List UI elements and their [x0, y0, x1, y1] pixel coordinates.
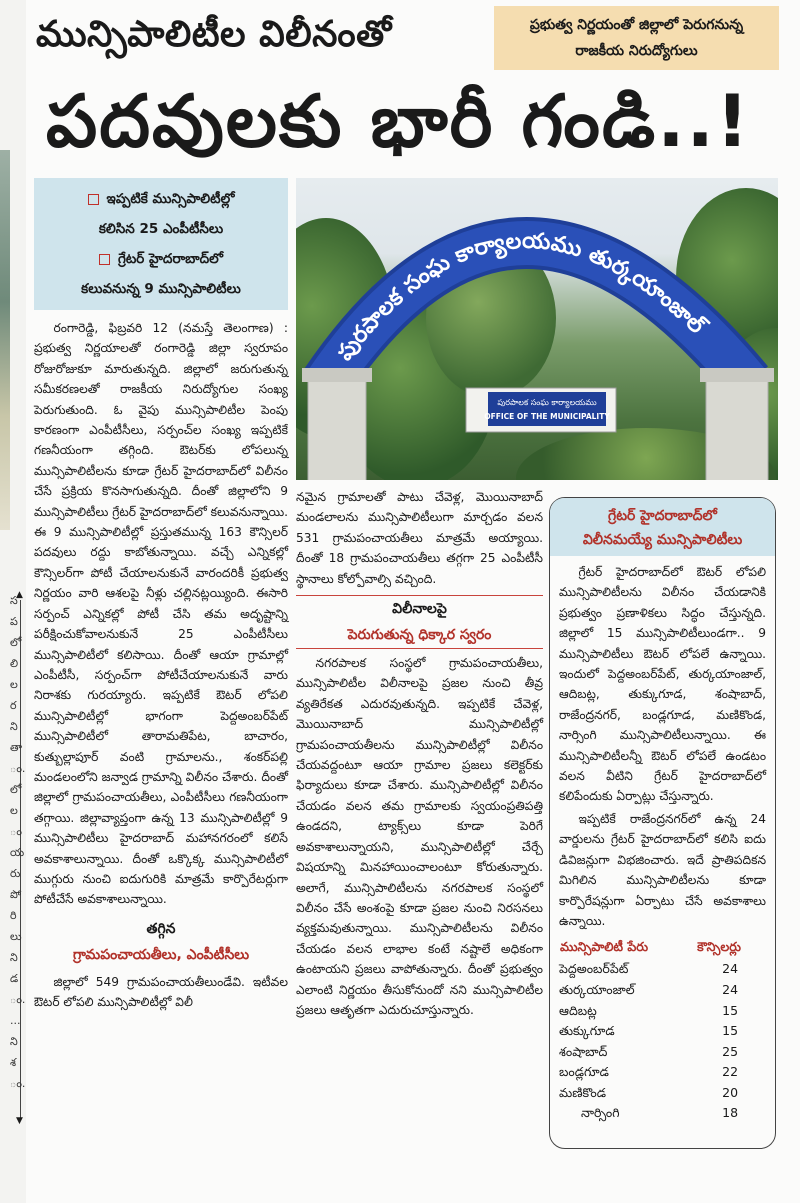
sidebar-heading-line-1: గ్రేటర్ హైదరాబాద్‌లో [608, 508, 717, 524]
arch-graphic [296, 178, 778, 480]
adjacent-text-fragment: ం. [10, 993, 26, 1006]
adjacent-text-fragment: ర [10, 699, 17, 712]
adjacent-text-fragment: రు [10, 867, 21, 880]
municipality-name: బండ్లగూడ [559, 1064, 609, 1080]
table-header-name: మున్సిపాలిటీ పేరు [560, 939, 649, 955]
municipality-office-photo [296, 178, 778, 480]
adjacent-text-fragment: ం [10, 825, 22, 838]
municipality-name: మణికొండ [559, 1084, 607, 1100]
headline-line-2: పదవులకు భారీ గండి..! [46, 79, 751, 163]
councillor-count: 22 [722, 1064, 739, 1080]
municipality-name: తుర్కయాంజాల్ [559, 981, 635, 997]
table-row [559, 959, 766, 980]
article-paragraph-1: రంగారెడ్డి, ఫిబ్రవరి 12 (నమస్తే తెలంగాణ) : ప్రభుత్వ నిర్ణయాలతో రంగారెడ్డి జిల్లా స్వరూపం రోజురోజుకూ మారుతున్నది. జిల్లాలో జరుగుతున్న సమీకరణలతో రాజకీయ నిరుద్యోగుల సంఖ్య పెరుగుతుంది. ఓ వైపు మున్సిపాలిటీల పెంపు కారణంగా ఎంపీటీసీలు, సర్పంచ్‌ల సంఖ్య ఇప్పటికే గణనీయంగా తగ్గింది. ఔటర్‌కు లోపలున్న మున్సిపాలిటీలను కూడా గ్రేటర్ హైదరాబాద్‌లో విలీనం చేసే ప్రక్రియ కొనసాగుతున్నది. దీంతో జిల్లాలోని 9 మున్సిపాలిటీలు గ్రేటర్ హైదరాబాద్‌లో కలువనున్నాయి. ఈ 9 మున్సిపాలిటీల్లో ప్రస్తుతమున్న 163 కౌన్సిలర్ పదవులు రద్దు కాబోతున్నాయి. వచ్చే ఎన్నికల్లో కౌన్సిలర్‌గా పోటీ చేయాలనుకునే వారందరికీ ప్రభుత్వ నిర్ణయం వారి ఆశలపై నీళ్లు చల్లినట్లయ్యింది. ఈసారి సర్పంచ్ ఎన్నికల్లో పోటీ చేసి తమ అదృష్టాన్ని పరీక్షించుకోవాలనుకునే 25 ఎంపీటీసీలు మున్సిపాలిటీలో కలిసాయి. దీంతో ఆయా గ్రామాల్లో ఎంపీటీసీ, సర్పంచ్‌గా పోటీచేయాలనుకునే వారు నిరాశకు గురయ్యారు. ఇప్పటికే ఔటర్ లోపలి మున్సిపాలిటీల్లో భాగంగా పెద్దఅంబర్‌పేట్ మున్సిపాలిటీలో తారామతిపేట, బాచారం, కుత్బుల్లాపూర్ వంటి గ్రామాలను., శంకర్‌పల్లి మండలంలోని జన్వాడ గ్రామాన్ని విలీనం చేశారు. దీంతో జిల్లాలో గ్రామపంచాయతీలు, ఎంపీటీసీలు గణనీయంగా తగ్గాయి. జిల్లావ్యాప్తంగా ఉన్న 13 మున్సిపాలిటీల్లో 9 మున్సిపాలిటీలు హైదరాబాద్ మహానగరంలో కలిసే అవకాశాలున్నాయి. దీంతో ఒక్కొక్క మున్సిపాలిటీలో ముగ్గురు నుంచి ఐదుగురికి మాత్రమే కార్పొరేటర్లుగా పోటీచేసే అవకాశాలున్నాయి. [34, 321, 288, 907]
adjacent-text-fragment: పో [10, 888, 22, 901]
sidebar-paragraph-2: ఇప్పటికే రాజేంద్రనగర్‌లో ఉన్న 24 వార్డులను గ్రేటర్ హైదరాబాద్‌లో కలిసి ఐదు డివిజన్లుగా విభజించారు. ఇదే ప్రాతిపదికన మిగిలిన మున్సిపాలిటీలను కూడా కార్పొరేషన్లుగా ఏర్పాటు చేసే అవకాశాలు ఉన్నాయి. [559, 811, 766, 928]
article-paragraph-2: జిల్లాలో 549 గ్రామపంచాయతీలుండేవి. ఇటీవల ఔటర్ లోపలి మున్సిపాలిటీల్లో విలీ [34, 974, 288, 1010]
councillor-count: 25 [722, 1043, 739, 1059]
adjacent-text-fragment: లో [10, 636, 22, 649]
adjacent-text-fragment: స [10, 594, 18, 607]
table-row [559, 1021, 766, 1042]
table-row [559, 1062, 766, 1083]
councillor-count: 15 [722, 1023, 739, 1039]
adjacent-text-fragment: డ [10, 972, 19, 985]
table-row [559, 1042, 766, 1063]
subhead-2-line-2: పెరుగుతున్న ధిక్కార స్వరం [347, 627, 492, 644]
article-column-1 [34, 318, 288, 1013]
bullet-2-line-2: కలువనున్న 9 మున్సిపాలిటీలు [81, 281, 241, 297]
deck-line-1: ప్రభుత్వ నిర్ణయంతో జిల్లాలో పెరుగనున్న [529, 17, 744, 33]
deck-line-2: రాజకీయ నిరుద్యోగులు [575, 43, 698, 59]
adjacent-text-fragment: ప [10, 615, 18, 628]
highlights-box [34, 178, 288, 310]
adjacent-text-fragment: తా [10, 741, 23, 754]
adjacent-text-fragment: లి [10, 657, 19, 670]
municipality-name: నార్సింగి [581, 1105, 620, 1121]
adjacent-text-fragment: శ [10, 1056, 17, 1069]
deck-box [494, 6, 779, 70]
board-telugu-text: పురపాలక సంఘ కార్యాలయము [497, 398, 597, 407]
table-row [559, 980, 766, 1001]
councillors-table [559, 935, 766, 1124]
adjacent-photo-strip [0, 150, 10, 530]
subhead-2-block [296, 595, 543, 649]
adjacent-column-edge [0, 0, 26, 1203]
arrow-down-icon: ▼ [16, 1116, 23, 1126]
sidebar-box [549, 497, 776, 1149]
adjacent-text-fragment: ం. [10, 1077, 26, 1090]
table-header-count: కౌన్సిలర్లు [697, 939, 741, 955]
sidebar-paragraph-1: గ్రేటర్ హైదరాబాద్‌లో ఔటర్ లోపలి మున్సిపాలిటీలను విలీనం చేయడానికి ప్రభుత్వం ప్రణాళికలు సిద్ధం చేస్తున్నది. జిల్లాలో 15 మున్సిపాలిటీలుండగా.. 9 మున్సిపాలిటీలు ఔటర్ లోపలే ఉన్నాయి. ఇందులో పెద్దఅంబర్‌పేట్, తుర్కయాంజాల్, ఆదిబట్ల, తుక్కుగూడ, శంషాబాద్, రాజేంద్రనగర్, బండ్లగూడ, మణికొండ, నార్సింగి మున్సిపాలిటీలున్నాయి. ఈ మున్సిపాలిటీలన్నీ ఔటర్ లోపలే ఉండటం వలన వీటిని గ్రేటర్ హైదరాబాద్‌లో కలిపేందుకు ఏర్పాట్లు చేస్తున్నారు. [559, 565, 766, 804]
svg-text:పురపాలక సంఘ కార్యాలయము తుర్కయా [332, 228, 711, 365]
municipality-name: తుక్కుగూడ [559, 1023, 615, 1039]
table-row [559, 1103, 766, 1124]
bullet-2-line-1: గ్రేటర్ హైదరాబాద్‌లో [34, 244, 288, 274]
arrow-up-icon: ▲ [16, 590, 23, 600]
adjacent-text-fragment: ం. [10, 762, 26, 775]
adjacent-text-fragment: ని [10, 720, 18, 733]
adjacent-text-fragment: లు [10, 930, 22, 943]
sidebar-heading [550, 498, 775, 556]
adjacent-text-fragment: లో [10, 783, 22, 796]
subhead-2-line-1: విలీనాలపై [392, 601, 447, 618]
arch-text: పురపాలక సంఘ కార్యాలయము తుర్కయాంజాల్ [332, 228, 710, 366]
article-paragraph-4: నగరపాలక సంస్థలో గ్రామపంచాయతీలు, మున్సిపాలిటీల విలీనాలపై ప్రజల నుంచి తీవ్ర వ్యతిరేకత ఎదురవుతున్నది. ఇప్పటికే చేవెళ్ల, మొయినాబాద్ మున్సిపాలిటీల్లో గ్రామపంచాయతీలను మున్సిపాలిటీల్లో విలీనం చేయవద్దంటూ ఆయా గ్రామాల ప్రజలు కలెక్టర్‌కు ఫిర్యాదులు కూడా చేశారు. మున్సిపాలిటీల్లో విలీనం చేయడం వలన తమ గ్రామాలకు స్వయంప్రతిపత్తి ఉండదని, ట్యాక్స్‌లు కూడా పెరిగే అవకాశాలున్నాయని, మున్సిపాలిటీల్లో చేర్చే విషయాన్ని మినహాయించాలంటూ కోరుతున్నారు. అలాగే, మున్సిపాలిటీలను నగరపాలక సంస్థలో విలీనం చేసే అంశంపై కూడా ప్రజల నుంచి నిరసనలు వ్యక్తమవుతున్నాయి. మున్సిపాలిటీలను విలీనం చేయడం వలన లాభాల కంటే నష్టాలే అధికంగా ఉంటాయని ప్రజలు వాపోతున్నారు. దీంతో ప్రభుత్వం ఎలాంటి నిర్ణయం తీసుకోనుందో నని మున్సిపాలిటీల ప్రజలు ఆతృతగా ఎదురుచూస్తున్నారు. [296, 656, 543, 1017]
adjacent-text-fragment: య [10, 846, 25, 859]
headline-line-1: మున్సిపాలిటీల విలీనంతో [36, 14, 392, 55]
table-row [559, 1001, 766, 1022]
adjacent-text-fragment: ... [10, 1014, 21, 1027]
adjacent-text-fragment: ని [10, 1035, 18, 1048]
subhead-1-line-1: తగ్గిన [146, 920, 176, 937]
sidebar-heading-line-2: విలీనమయ్యే మున్సిపాలిటీలు [582, 532, 743, 548]
councillor-count: 24 [722, 961, 739, 977]
table-header-row [559, 935, 766, 959]
adjacent-text-fragment: ల [10, 804, 18, 817]
municipality-name: శంషాబాద్ [559, 1043, 608, 1059]
article-column-2 [296, 487, 543, 1020]
adjacent-text-fragment: రి [10, 909, 17, 922]
square-bullet-icon [88, 194, 99, 205]
municipality-name: ఆదిబట్ల [559, 1002, 597, 1018]
bullet-1-line-2: కలిసిన 25 ఎంపీటీసీలు [98, 221, 224, 237]
councillor-count: 24 [722, 981, 739, 997]
adjacent-text-fragment: ల [10, 678, 18, 691]
councillor-count: 15 [722, 1002, 739, 1018]
article-paragraph-3: నమైన గ్రామాలతో పాటు చేవెళ్ల, మొయినాబాద్ మండలాలను మున్సిపాలిటీలుగా మార్చడం వలన 531 గ్రామపంచాయతీలు మాత్రమే అయ్యాయి. దీంతో 18 గ్రామపంచాయతీలు తగ్గగా 25 ఎంపీటీసీ స్థానాలు కోల్పోవాల్సి వచ్చింది. [296, 490, 543, 586]
councillor-count: 18 [722, 1105, 739, 1121]
board-english-text: OFFICE OF THE MUNICIPALITY [484, 412, 610, 421]
table-row [559, 1083, 766, 1104]
bullet-1-line-1: ఇప్పటికే మున్సిపాలిటీల్లో [34, 184, 288, 214]
square-bullet-icon [99, 254, 110, 265]
subhead-1-line-2: గ్రామపంచాయతీలు, ఎంపీటీసీలు [72, 946, 250, 963]
municipality-name: పెద్దఅంబర్‌పేట్ [559, 961, 629, 977]
adjacent-text-fragment: ని [10, 951, 18, 964]
councillor-count: 20 [722, 1084, 739, 1100]
